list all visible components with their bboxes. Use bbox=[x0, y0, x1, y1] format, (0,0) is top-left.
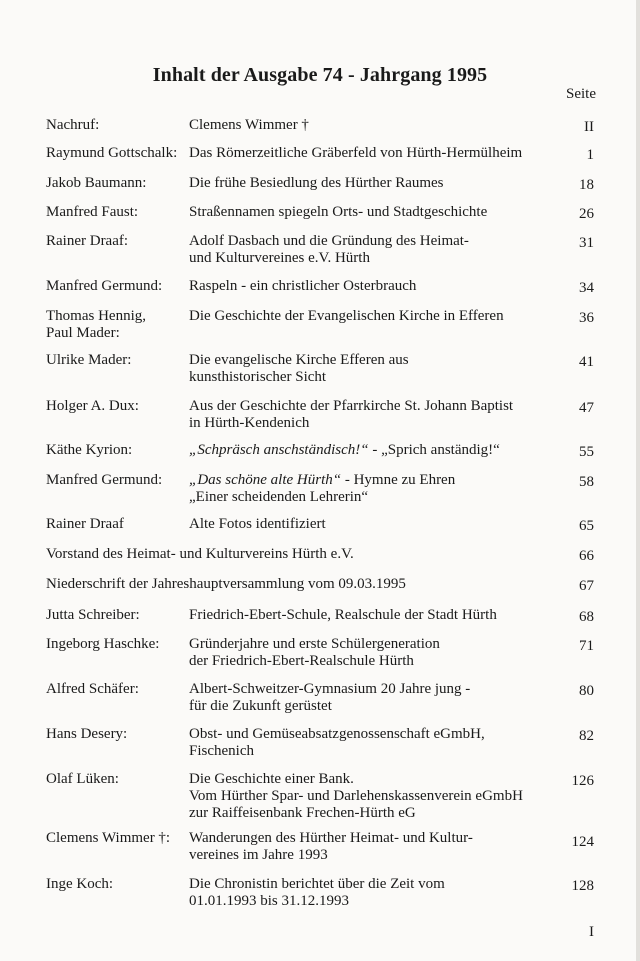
entry-title: Friedrich-Ebert-Schule, Realschule der Stadt Hürth bbox=[189, 607, 497, 623]
entry-title-line: Die Chronistin berichtet über die Zeit vom bbox=[189, 876, 445, 892]
entry-title-line: Die evangelische Kirche Efferen aus bbox=[189, 352, 409, 368]
entry-title bbox=[189, 472, 549, 506]
entry-author: Clemens Wimmer †: bbox=[46, 830, 171, 846]
entry-title-line: Gründerjahre und erste Schülergeneration bbox=[189, 636, 440, 652]
entry-author: Rainer Draaf: bbox=[46, 233, 129, 249]
entry-title bbox=[189, 233, 549, 267]
entry-page: 36 bbox=[579, 310, 594, 326]
entry-page: 55 bbox=[579, 444, 594, 460]
page-title: Inhalt der Ausgabe 74 - Jahrgang 1995 bbox=[152, 64, 488, 86]
entry-title bbox=[189, 352, 549, 386]
entry-author: Hans Desery: bbox=[46, 726, 128, 742]
entry-author: Manfred Faust: bbox=[46, 204, 139, 220]
entry-author: Manfred Germund: bbox=[46, 278, 163, 294]
entry-title-line: Adolf Dasbach und die Gründung des Heimat- bbox=[189, 233, 469, 249]
entry-title-line: Fischenich bbox=[189, 743, 254, 759]
entry-page: 31 bbox=[579, 235, 594, 251]
entry-author: Olaf Lüken: bbox=[46, 771, 119, 787]
entry-page: 47 bbox=[579, 400, 594, 416]
entry-page: 1 bbox=[586, 147, 594, 163]
entry-title bbox=[189, 726, 549, 760]
entry-title bbox=[189, 442, 549, 459]
entry-title-line: Obst- und Gemüseabsatzgenossenschaft eGmbH, bbox=[189, 726, 485, 742]
entry-author: Jakob Baumann: bbox=[46, 175, 147, 191]
entry-title-line: 01.01.1993 bis 31.12.1993 bbox=[189, 893, 350, 909]
entry-author: Nachruf: bbox=[46, 117, 100, 133]
entry-page: 65 bbox=[579, 518, 594, 534]
entry-title-line: Albert-Schweitzer-Gymnasium 20 Jahre jung - bbox=[189, 681, 471, 697]
entry-title bbox=[189, 681, 549, 715]
page-edge bbox=[636, 0, 640, 961]
entry-page: 66 bbox=[579, 548, 594, 564]
entry-title: Straßennamen spiegeln Orts- und Stadtgeschichte bbox=[189, 204, 488, 220]
entry-author: Alfred Schäfer: bbox=[46, 681, 139, 697]
entry-author: Holger A. Dux: bbox=[46, 398, 139, 414]
entry-title-line: zur Raiffeisenbank Frechen-Hürth eG bbox=[189, 805, 416, 821]
entry-page: 41 bbox=[579, 354, 594, 370]
entry-page: 18 bbox=[579, 177, 594, 193]
entry-author: Raymund Gottschalk: bbox=[46, 145, 178, 161]
entry-title-line: Wanderungen des Hürther Heimat- und Kultur- bbox=[189, 830, 473, 846]
entry-page: 80 bbox=[579, 683, 594, 699]
entry-title-line: und Kulturvereines e.V. Hürth bbox=[189, 250, 370, 266]
entry-title-line: Aus der Geschichte der Pfarrkirche St. Johann Baptist bbox=[189, 398, 514, 414]
entry-full-title: Niederschrift der Jahreshauptversammlung vom 09.03.1995 bbox=[46, 576, 406, 592]
entry-title-line: für die Zukunft gerüstet bbox=[189, 698, 332, 714]
entry-author-line: Thomas Hennig, bbox=[46, 308, 146, 324]
entry-title bbox=[189, 876, 549, 910]
entry-page: 124 bbox=[571, 834, 594, 850]
entry-title: Die frühe Besiedlung des Hürther Raumes bbox=[189, 175, 444, 191]
entry-title-italic: „Das schöne alte Hürth“ bbox=[189, 472, 342, 488]
entry-title-rest: - Hymne zu Ehren bbox=[341, 472, 456, 488]
entry-page: 26 bbox=[579, 206, 594, 222]
entry-author: Manfred Germund: bbox=[46, 472, 163, 488]
entry-author: Käthe Kyrion: bbox=[46, 442, 133, 458]
entry-title: Clemens Wimmer † bbox=[189, 117, 309, 133]
entry-title-line: der Friedrich-Ebert-Realschule Hürth bbox=[189, 653, 414, 669]
entry-title-italic: „Schpräsch anschständisch!“ bbox=[189, 442, 369, 458]
entry-title-rest: - „Sprich anständig!“ bbox=[368, 442, 500, 458]
entry-page: 71 bbox=[579, 638, 594, 654]
entry-title-line: „Einer scheidenden Lehrerin“ bbox=[189, 489, 369, 505]
entry-author: Inge Koch: bbox=[46, 876, 114, 892]
entry-title-line: kunsthistorischer Sicht bbox=[189, 369, 327, 385]
entry-title bbox=[189, 771, 549, 822]
entry-page: II bbox=[584, 119, 594, 135]
entry-title-line: Die Geschichte einer Bank. bbox=[189, 771, 354, 787]
entry-title bbox=[189, 636, 549, 670]
entry-title-line: Vom Hürther Spar- und Darlehenskassenverein eGmbH bbox=[189, 788, 523, 804]
entry-title: Alte Fotos identifiziert bbox=[189, 516, 326, 532]
entry-page: 82 bbox=[579, 728, 594, 744]
entry-author: Ingeborg Haschke: bbox=[46, 636, 160, 652]
entry-page: 58 bbox=[579, 474, 594, 490]
entry-author bbox=[46, 308, 188, 342]
entry-page: 67 bbox=[579, 578, 594, 594]
entry-author: Jutta Schreiber: bbox=[46, 607, 140, 623]
entry-title: Die Geschichte der Evangelischen Kirche in Efferen bbox=[189, 308, 504, 324]
entry-page: 128 bbox=[571, 878, 594, 894]
entry-title: Raspeln - ein christlicher Osterbrauch bbox=[189, 278, 417, 294]
entry-author: Rainer Draaf bbox=[46, 516, 124, 532]
entry-author-line: Paul Mader: bbox=[46, 325, 120, 341]
page-folio: I bbox=[589, 924, 594, 940]
entry-page: 68 bbox=[579, 609, 594, 625]
entry-title bbox=[189, 398, 549, 432]
entry-author: Ulrike Mader: bbox=[46, 352, 132, 368]
entry-title-line: vereines im Jahre 1993 bbox=[189, 847, 328, 863]
entry-title: Das Römerzeitliche Gräberfeld von Hürth-Hermülheim bbox=[189, 145, 523, 161]
entry-full-title: Vorstand des Heimat- und Kulturvereins Hürth e.V. bbox=[46, 546, 354, 562]
entry-title bbox=[189, 830, 549, 864]
entry-title-line: in Hürth-Kendenich bbox=[189, 415, 310, 431]
entry-page: 126 bbox=[571, 773, 594, 789]
entry-page: 34 bbox=[579, 280, 594, 296]
page-column-header: Seite bbox=[566, 86, 596, 102]
